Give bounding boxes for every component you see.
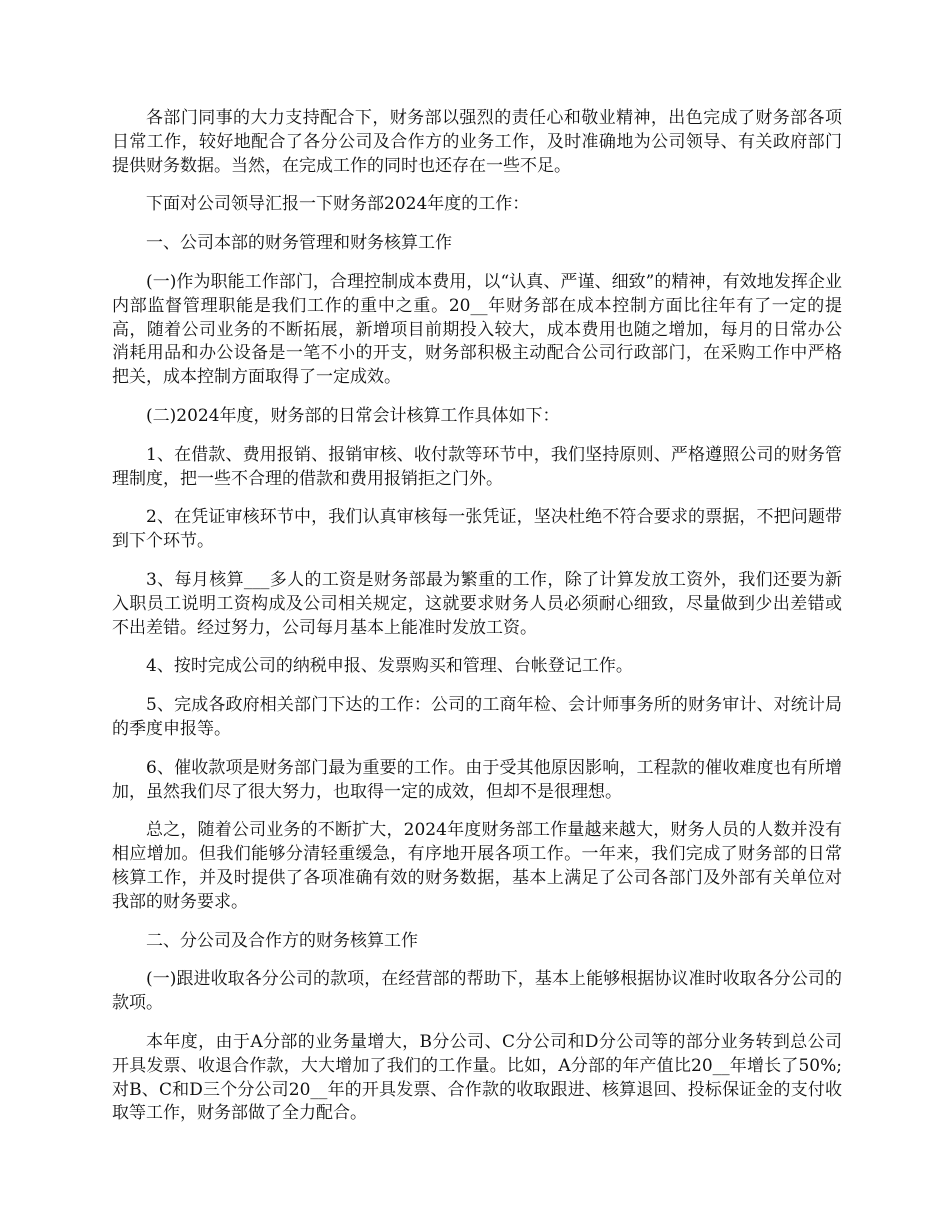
list-item-6: 6、催收款项是财务部门最为重要的工作。由于受其他原因影响，工程款的催收难度也有所增加，虽然我们尽了很大努力，也取得一定的成效，但却不是很理想。 xyxy=(112,757,842,802)
paragraph-annual-workload: 本年度，由于A分部的业务量增大，B分公司、C分公司和D分公司等的部分业务转到总公司开具发票、收退合作款，大大增加了我们的工作量。比如，A分部的年产值比20__年增长了50%;对B、C和D三个分公司20__年的开具发票、合作款的收取跟进、核算退回、投标保证金的支付收取等工作，财务部做了全力配合。 xyxy=(112,1031,842,1124)
paragraph-intro: 各部门同事的大力支持配合下，财务部以强烈的责任心和敬业精神，出色完成了财务部各项日常工作，较好地配合了各分公司及合作方的业务工作，及时准确地为公司领导、有关政府部门提供财务数据。当然，在完成工作的同时也还存在一些不足。 xyxy=(112,108,842,176)
paragraph-summary: 总之，随着公司业务的不断扩大，2024年度财务部工作量越来越大，财务人员的人数并没有相应增加。但我们能够分清轻重缓急，有序地开展各项工作。一年来，我们完成了财务部的日常核算工作，并及时提供了各项准确有效的财务数据，基本上满足了公司各部门及外部有关单位对我部的财务要求。 xyxy=(112,820,842,912)
list-item-5: 5、完成各政府相关部门下达的工作：公司的工商年检、会计师事务所的财务审计、对统计局的季度申报等。 xyxy=(112,695,842,739)
section-heading-1: 一、公司本部的财务管理和财务核算工作 xyxy=(146,233,452,254)
list-item-1: 1、在借款、费用报销、报销审核、收付款等环节中，我们坚持原则、严格遵照公司的财务管理制度，把一些不合理的借款和费用报销拒之门外。 xyxy=(112,444,842,489)
paragraph-report-lead: 下面对公司领导汇报一下财务部2024年度的工作： xyxy=(146,194,530,215)
list-item-2: 2、在凭证审核环节中，我们认真审核每一张凭证，坚决杜绝不符合要求的票据，不把问题带到下个环节。 xyxy=(112,507,842,552)
section-heading-2: 二、分公司及合作方的财务核算工作 xyxy=(146,930,418,951)
list-item-4: 4、按时完成公司的纳税申报、发票购买和管理、台帐登记工作。 xyxy=(146,656,633,677)
paragraph-daily-accounting: (二)2024年度，财务部的日常会计核算工作具体如下： xyxy=(146,405,560,426)
document-body xyxy=(112,107,842,1141)
paragraph-cost-control: (一)作为职能工作部门，合理控制成本费用，以“认真、严谨、细致”的精神，有效地发挥企业内部监督管理职能是我们工作的重中之重。20__年财务部在成本控制方面比往年有了一定的提高，随着公司业务的不断拓展，新增项目前期投入较大，成本费用也随之增加，每月的日常办公消耗用品和办公设备是一笔不小的开支，财务部积极主动配合公司行政部门，在采购工作中严格把关，成本控制方面取得了一定成效。 xyxy=(112,271,842,388)
paragraph-branch-collection: (一)跟进收取各分公司的款项，在经营部的帮助下，基本上能够根据协议准时收取各分公司的款项。 xyxy=(112,969,842,1014)
list-item-3: 3、每月核算___多人的工资是财务部最为繁重的工作，除了计算发放工资外，我们还要为新入职员工说明工资构成及公司相关规定，这就要求财务人员必须耐心细致，尽量做到少出差错或不出差错。经过努力，公司每月基本上能准时发放工资。 xyxy=(112,569,842,638)
